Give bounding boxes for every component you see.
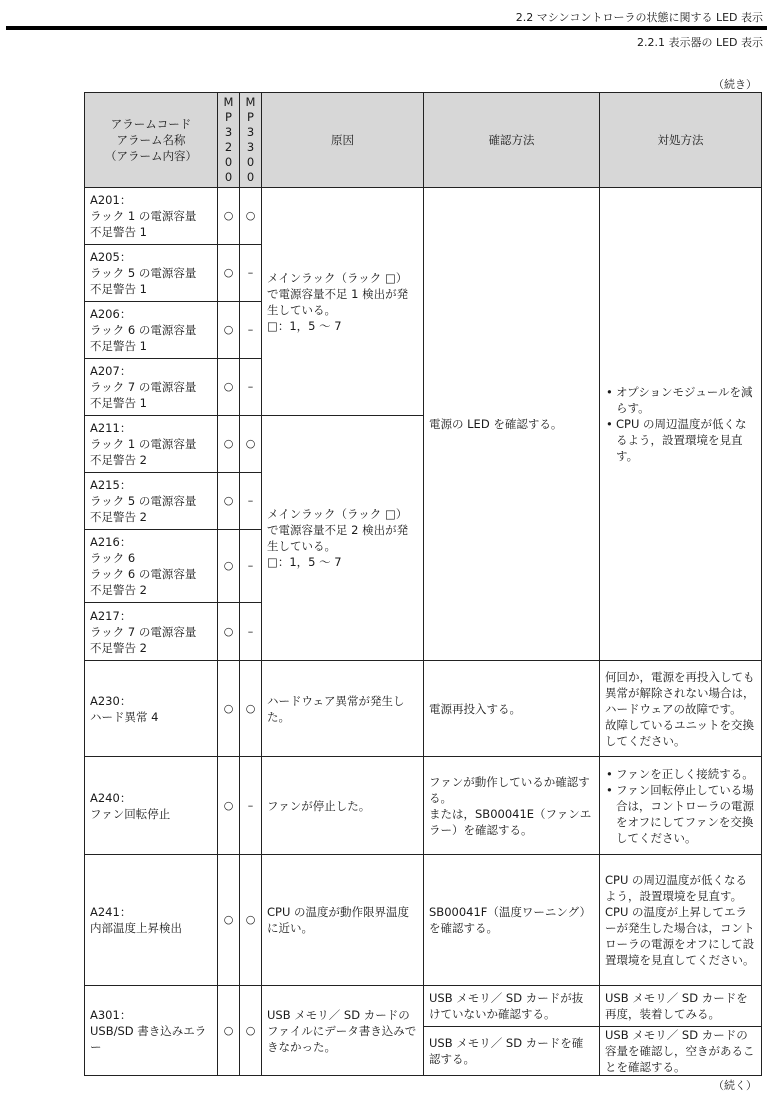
action-cell: CPU の周辺温度が低くなるよう，設置環境を見直す。 CPU の温度が上昇してエラーが発生した場合は，コントローラの電源をオフにして設置環境を見直してください。 [600,855,762,986]
mp3200-cell: ○ [218,986,240,1076]
mp3300-cell: – [240,757,262,855]
alarm-cell: A301： USB/SD 書き込みエラー [85,986,218,1076]
alarm-cell: A241： 内部温度上昇検出 [85,855,218,986]
check-cell: USB メモリ／ SD カードを確認する。 [424,1027,600,1076]
cause-cell: メインラック（ラック □）で電源容量不足 2 検出が発生している。 □：1，5 〜 7 [262,416,424,661]
alarm-cell: A230： ハード異常 4 [85,661,218,757]
section-heading: 2.2 マシンコントローラの状態に関する LED 表示 [515,11,763,24]
mp3200-cell: ○ [218,855,240,986]
mp3300-cell: – [240,473,262,530]
alarm-cell: A217： ラック 7 の電源容量 不足警告 2 [85,603,218,661]
cause-cell: ハードウェア異常が発生した。 [262,661,424,757]
mp3200-cell: ○ [218,757,240,855]
col-cause: 原因 [262,93,424,188]
action-item: • オプションモジュールを減らす。 [616,384,756,416]
alarm-cell: A215： ラック 5 の電源容量 不足警告 2 [85,473,218,530]
table-row [85,661,762,757]
table-header-row [85,93,762,188]
mp3200-cell: ○ [218,603,240,661]
mp3200-cell: ○ [218,416,240,473]
mp3300-cell: ○ [240,188,262,245]
alarm-cell: A206： ラック 6 の電源容量 不足警告 1 [85,302,218,359]
mp3300-cell: ○ [240,855,262,986]
mp3300-cell: – [240,302,262,359]
continues-label: （続く） [713,1079,757,1092]
action-item: • ファン回転停止している場合は，コントローラの電源をオフにしてファンを交換してください。 [616,782,756,846]
mp3300-cell: ○ [240,416,262,473]
alarm-table [84,92,762,1076]
action-item: • ファンを正しく接続する。 [616,766,756,782]
cause-cell: CPU の温度が動作限界温度に近い。 [262,855,424,986]
check-cell: 電源の LED を確認する。 [424,188,600,661]
mp3300-cell: ○ [240,661,262,757]
mp3200-cell: ○ [218,530,240,603]
mp3200-cell: ○ [218,473,240,530]
alarm-cell: A240： ファン回転停止 [85,757,218,855]
mp3300-cell: – [240,245,262,302]
check-cell: ファンが動作しているか確認する。 または，SB00041E（ファンエラー）を確認する。 [424,757,600,855]
check-cell: 電源再投入する。 [424,661,600,757]
alarm-cell: A207： ラック 7 の電源容量 不足警告 1 [85,359,218,416]
mp3300-cell: – [240,359,262,416]
mp3200-cell: ○ [218,359,240,416]
action-item: • CPU の周辺温度が低くなるよう，設置環境を見直す。 [616,416,756,464]
mp3200-cell: ○ [218,661,240,757]
action-cell: USB メモリ／ SD カードを再度，装着してみる。 [600,986,762,1027]
col-mp3200: MP3200 [218,93,240,188]
alarm-cell: A216： ラック 6 ラック 6 の電源容量 不足警告 2 [85,530,218,603]
col-mp3300: MP3300 [240,93,262,188]
subsection-heading: 2.2.1 表示器の LED 表示 [636,36,763,49]
table-row [85,188,762,245]
table-row [85,757,762,855]
mp3300-cell: ○ [240,986,262,1076]
cause-cell: メインラック（ラック □）で電源容量不足 1 検出が発生している。 □：1，5 〜 7 [262,188,424,416]
action-cell: USB メモリ／ SD カードの容量を確認し，空きがあることを確認する。 [600,1027,762,1076]
mp3300-cell: – [240,530,262,603]
col-alarm: アラームコード アラーム名称 （アラーム内容） [85,93,218,188]
alarm-cell: A201： ラック 1 の電源容量 不足警告 1 [85,188,218,245]
col-check: 確認方法 [424,93,600,188]
alarm-cell: A211： ラック 1 の電源容量 不足警告 2 [85,416,218,473]
alarm-cell: A205： ラック 5 の電源容量 不足警告 1 [85,245,218,302]
mp3200-cell: ○ [218,188,240,245]
action-cell: 何回か，電源を再投入しても異常が解除されない場合は，ハードウェアの故障です。 故障しているユニットを交換してください。 [600,661,762,757]
continued-label: （続き） [713,78,757,91]
col-action: 対処方法 [600,93,762,188]
cause-cell: USB メモリ／ SD カードのファイルにデータ書き込みできなかった。 [262,986,424,1076]
mp3200-cell: ○ [218,302,240,359]
mp3300-cell: – [240,603,262,661]
header-rule [6,26,767,30]
table-row [85,855,762,986]
mp3200-cell: ○ [218,245,240,302]
action-cell [600,188,762,661]
cause-cell: ファンが停止した。 [262,757,424,855]
action-cell [600,757,762,855]
check-cell: SB00041F（温度ワーニング）を確認する。 [424,855,600,986]
table-row [85,986,762,1027]
check-cell: USB メモリ／ SD カードが抜けていないか確認する。 [424,986,600,1027]
